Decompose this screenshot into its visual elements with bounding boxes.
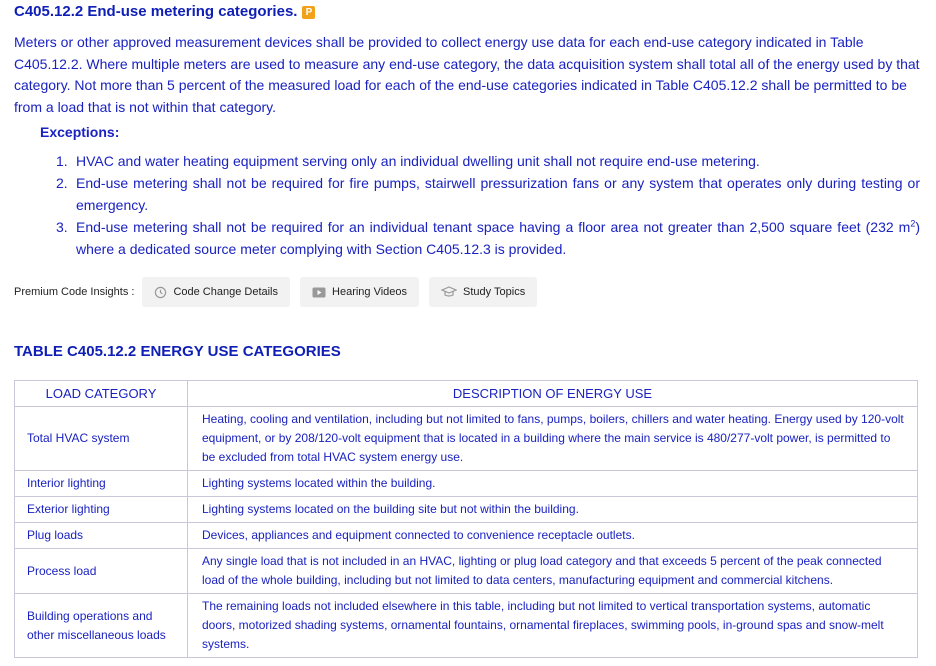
premium-badge-icon[interactable]: P: [302, 6, 315, 19]
study-topics-label: Study Topics: [463, 286, 526, 298]
description-cell: The remaining loads not included elsewhere in this table, including but not limited to vertical transportation systems, automatic doors, motorized shading systems, ornamental fountains, ornamental fireplaces, swimming pools, in-ground spas and snow-melt systems.: [188, 594, 918, 658]
exception-item: [56, 172, 920, 216]
table-row: [15, 594, 918, 658]
table-row: [15, 523, 918, 549]
exception-item: [56, 150, 920, 172]
exception-number: 1.: [56, 153, 68, 169]
description-cell: Lighting systems located within the building.: [188, 471, 918, 497]
description-cell: Any single load that is not included in an HVAC, lighting or plug load category and that exceeds 5 percent of the peak connected load of the whole building, including but not limited to data centers, manufacturing equipment and commercial kitchens.: [188, 549, 918, 594]
table-title: TABLE C405.12.2 ENERGY USE CATEGORIES: [14, 343, 341, 360]
exception-number: 3.: [56, 219, 68, 235]
premium-insights-label: Premium Code Insights :: [14, 286, 135, 298]
exception-text: HVAC and water heating equipment serving only an individual dwelling unit shall not require end-use metering.: [76, 153, 760, 169]
header-load-category: LOAD CATEGORY: [15, 381, 188, 407]
code-change-details-label: Code Change Details: [173, 286, 279, 298]
table-header-row: [15, 381, 918, 407]
load-category-cell: Total HVAC system: [15, 407, 188, 471]
energy-use-categories-table: [14, 380, 918, 658]
section-title: [14, 2, 315, 22]
superscript: 2: [910, 218, 916, 229]
load-category-cell: Process load: [15, 549, 188, 594]
exception-text: End-use metering shall not be required for fire pumps, stairwell pressurization fans or any system that operates only during testing or emergency.: [76, 175, 920, 213]
exception-number: 2.: [56, 175, 68, 191]
exceptions-title: Exceptions:: [40, 124, 120, 140]
load-category-cell: Building operations and other miscellaneous loads: [15, 594, 188, 658]
exception-text: [76, 216, 920, 260]
description-cell: Devices, appliances and equipment connected to convenience receptacle outlets.: [188, 523, 918, 549]
video-icon: [312, 287, 326, 298]
table-row: [15, 471, 918, 497]
premium-insights-bar: [14, 277, 547, 307]
table-row: [15, 549, 918, 594]
section-title-text: C405.12.2 End-use metering categories.: [14, 3, 298, 20]
graduation-cap-icon: [441, 286, 457, 298]
history-icon: [154, 286, 167, 299]
hearing-videos-button[interactable]: [300, 277, 419, 307]
exception-text-part: End-use metering shall not be required for an individual tenant space having a floor area not greater than 2,500 square feet (232 m: [76, 219, 911, 235]
exception-item: [56, 216, 920, 260]
study-topics-button[interactable]: [429, 277, 537, 307]
description-cell: Heating, cooling and ventilation, including but not limited to fans, pumps, boilers, chillers and water heating. Energy used by 120-volt equipment, or by 208/120-volt equipment that is located in a building where the main service is 480/277-volt power, is permitted to be excluded from total HVAC system energy use.: [188, 407, 918, 471]
table-row: [15, 407, 918, 471]
exception-text-part: ) where a dedicated source meter complying with Section C405.12.3 is provided.: [76, 219, 920, 257]
description-cell: Lighting systems located on the building site but not within the building.: [188, 497, 918, 523]
table-row: [15, 497, 918, 523]
load-category-cell: Interior lighting: [15, 471, 188, 497]
exceptions-list: [56, 150, 920, 260]
section-paragraph: Meters or other approved measurement devices shall be provided to collect energy use data for each end-use category indicated in Table C405.12.2. Where multiple meters are used to measure any end-use category, the data acquisition system shall total all of the energy used by that category. Not more than 5 percent of the measured load for each of the end-use categories indicated in Table C405.12.2 shall be permitted to be from a load that is not within that category.: [14, 34, 920, 115]
code-change-details-button[interactable]: [142, 277, 290, 307]
hearing-videos-label: Hearing Videos: [332, 286, 408, 298]
load-category-cell: Plug loads: [15, 523, 188, 549]
header-description: DESCRIPTION OF ENERGY USE: [188, 381, 918, 407]
load-category-cell: Exterior lighting: [15, 497, 188, 523]
